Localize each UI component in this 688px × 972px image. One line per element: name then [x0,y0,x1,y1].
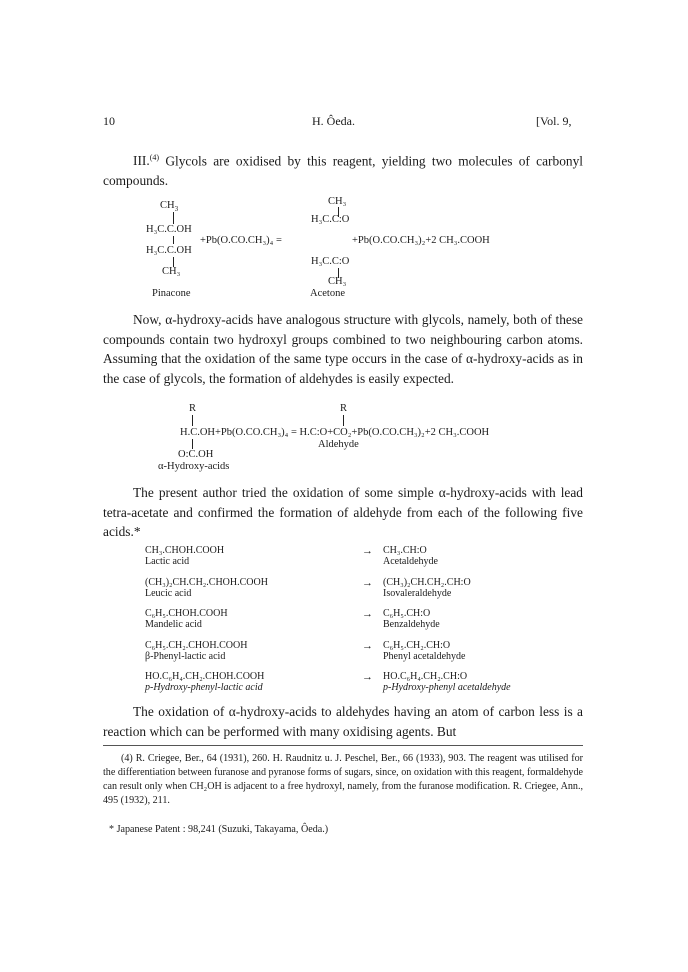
acid-formula: C₆H₅.CH₂.CHOH.COOH [145,640,248,651]
section-heading: III. [133,153,150,169]
acetone-carbonyl-2: H₃C.C:O [311,256,350,267]
acid-name: Leucic acid [145,588,192,599]
acid-formula: C₆H₅.CHOH.COOH [145,608,228,619]
reaction-arrow: → [362,577,373,589]
ch3-top-right: CH₃ [328,196,347,207]
pinacone-carbon-2: H₃C.C.OH [146,245,192,256]
product-formula: (CH₃)₂CH.CH₂.CH:O [383,577,471,588]
acid-formula: HO.C₆H₄.CH₂.CHOH.COOH [145,671,265,682]
footnote-patent: * Japanese Patent : 98,241 (Suzuki, Takayama, Ôeda.) [109,824,329,835]
product-name: Benzaldehyde [383,619,440,630]
bond-line [192,439,193,449]
carboxyl-group: O:C.OH [178,449,214,460]
pinacone-label: Pinacone [152,288,191,299]
aldehyde-label: Aldehyde [318,439,359,450]
product-name: Phenyl acetaldehyde [383,651,466,662]
acetone-label: Acetone [310,288,345,299]
reagent-pb-tetraacetate: +Pb(O.CO.CH₃)₄ = [200,235,282,246]
acid-name: Lactic acid [145,556,190,567]
reaction-arrow: → [362,640,373,652]
acid-formula: (CH₃)₂CH.CH₂.CHOH.COOH [145,577,268,588]
oxidation-equation: H.C.OH+Pb(O.CO.CH₃)₄ = H.C:O+CO₂+Pb(O.CO.CH₃)₂+2 CH₃.COOH [180,427,490,438]
footnote-4: (4) R. Criegee, Ber., 64 (1931), 260. H. Raudnitz u. J. Peschel, Ber., 66 (1933), 903. The reagent was utilised for the differentiation between furanose and pyranose forms of sugars, since, on oxidation with this reagent, formaldehyde can result only when CH₂OH is adjacent to a free hydroxyl, namely, from the furanose modification. R. Criegee, Ann., 495 (1932), 211. [103,753,583,806]
product-name: p-Hydroxy-phenyl acetaldehyde [383,682,511,693]
reaction-arrow: → [362,671,373,683]
bond-line [173,212,174,224]
page-number: 10 [103,114,115,128]
ch3-bottom-left: CH₃ [162,266,181,277]
product-formula: CH₃.CH:O [383,545,427,556]
product-formula: C₆H₅.CH:O [383,608,431,619]
product-name: Isovaleraldehyde [383,588,452,599]
section-iii-paragraph [103,148,583,190]
ch3-bottom-right: CH₃ [328,276,347,287]
r-group-left: R [189,403,197,414]
acetone-carbonyl-1: H₃C.C:O [311,214,350,225]
reaction-arrow: → [362,608,373,620]
hydroxy-acids-label: α-Hydroxy-acids [158,461,230,472]
paragraph-present-author: The present author tried the oxidation of some simple α-hydroxy-acids with lead tetra-acetate and confirmed the formation of aldehyde from each of the following five acids.* [103,485,583,539]
section-iii-text: Glycols are oxidised by this reagent, yielding two molecules of carbonyl compounds. [103,153,583,188]
reaction-arrow: → [362,545,373,557]
pinacone-carbon-1: H₃C.C.OH [146,224,192,235]
product-formula: C₆H₅.CH₂.CH:O [383,640,451,651]
acid-name: p-Hydroxy-phenyl-lactic acid [145,682,263,693]
footnote-divider [103,745,583,746]
acid-name: β-Phenyl-lactic acid [145,651,226,662]
product-name: Acetaldehyde [383,556,438,567]
acid-formula: CH₃.CHOH.COOH [145,545,225,556]
bond-line [343,415,344,426]
products-lead-diacetate-acetic-acid: +Pb(O.CO.CH₃)₂+2 CH₃.COOH [352,235,490,246]
paragraph-analogous-structure: Now, α-hydroxy-acids have analogous structure with glycols, namely, both of these compounds contain two hydroxyl groups combined to two neighbouring carbon atoms. Assuming that the oxidation of the same type occurs in the case of α-hydroxy-acids as in the case of glycols, the formation of aldehydes is easily expected. [103,312,583,386]
paragraph-oxidation-agents: The oxidation of α-hydroxy-acids to aldehydes having an atom of carbon less is a reaction which can be performed with many oxidising agents. But [103,704,583,739]
r-group-right: R [340,403,348,414]
bond-line [173,236,174,244]
acid-name: Mandelic acid [145,619,202,630]
footnote-mark: (4) [149,153,160,162]
ch3-top-left: $CH_3$ [160,200,179,214]
product-formula: HO.C₆H₄.CH₂.CH:O [383,671,468,682]
running-author: H. Ôeda. [312,114,355,128]
volume-label: [Vol. 9, [536,114,572,128]
bond-line [192,415,193,426]
